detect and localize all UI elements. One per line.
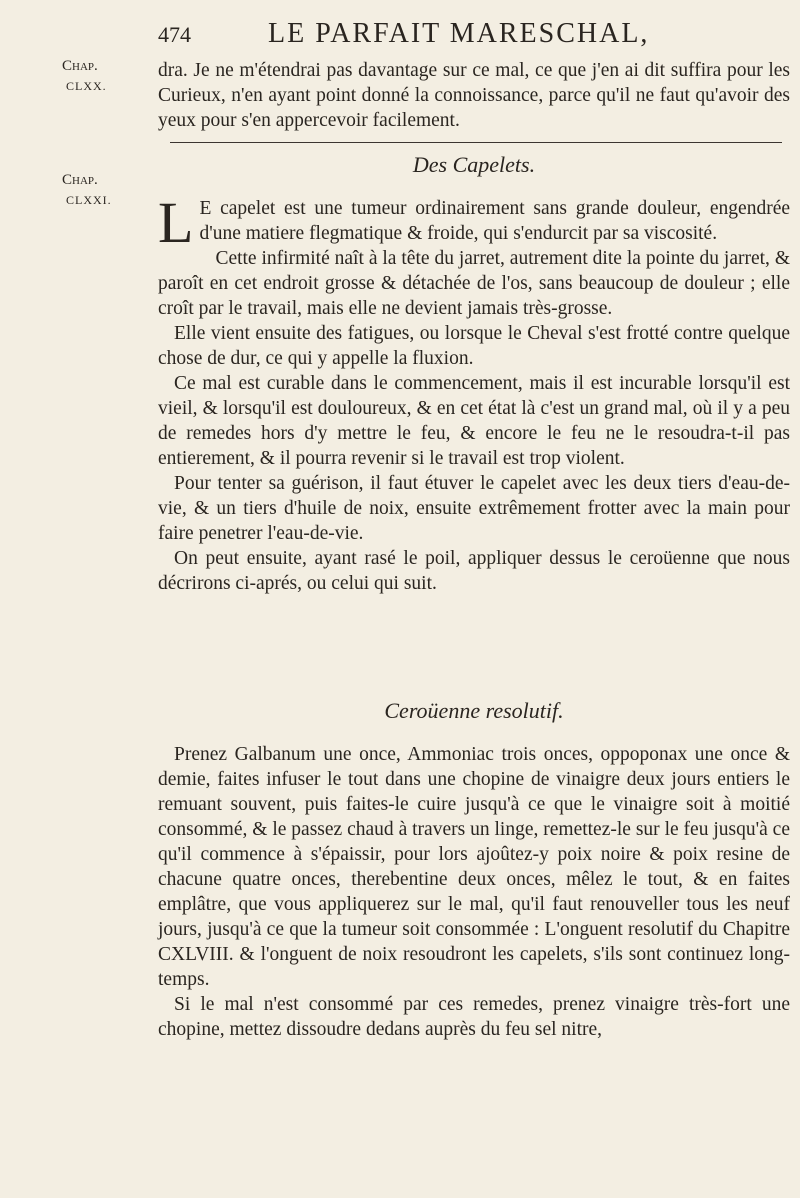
paragraph: Si le mal n'est consommé par ces remedes, prenez vinaigre très-fort une chopine, mettez dissoudre dedans auprès du feu sel nitre, [158,994,790,1040]
paragraph: Cette infirmité naît à la tête du jarret, autrement dite la pointe du jarret, & paroît en cet endroit grosse & détachée de l'os, sans beaucoup de douleur ; elle croît par le travail, mais elle ne devient jamais très-grosse. [158,248,790,319]
top-paragraph-block [158,58,790,133]
paragraph [158,190,790,255]
paragraph: Ce mal est curable dans le commencement, mais il est incurable lorsqu'il est vieil, & lorsqu'il est douloureux, & en cet état là c'est un grand mal, où il y a peu de remedes hors d'y mettre le feu, & encore le feu ne le resoudra-t-il pas entierement, & il pourra revenir si le travail est trop violent. [158,373,790,469]
margin-note-number: CLXXI. [66,193,112,207]
margin-note-number: CLXX. [66,79,107,93]
section-capelets-body [158,190,790,596]
drop-cap: L [158,190,194,255]
page-number: 474 [158,22,191,47]
section-divider [170,142,782,143]
margin-note-chapter-171 [62,170,112,210]
paragraph-text: E capelet est une tumeur ordinairement sans grande douleur, engendrée d'une matiere flegmatique & froide, qui s'endurcit par sa viscosité. [199,198,790,244]
margin-note-chapter-170 [62,56,107,96]
paragraph: Elle vient ensuite des fatigues, ou lorsque le Cheval s'est frotté contre quelque chose de dur, ce qui y appelle la fluxion. [158,323,790,369]
paragraph: Prenez Galbanum une once, Ammoniac trois onces, oppoponax une once & demie, faites infuser le tout dans une chopine de vinaigre deux jours entiers le remuant souvent, puis faites-le cuire jusqu'à ce que le vinaigre soit à moitié consommé, & le passez chaud à travers un linge, remettez-le sur le feu jusqu'à ce qu'il commence à s'épaissir, pour lors ajoûtez-y poix noire & poix resine de chacune quatre onces, therebentine deux onces, mêlez le tout, & en faites emplâtre, que vous appliquerez sur le mal, qu'il faut renouveller tous les neuf jours, jusqu'à ce que la tumeur soit consommée : L'onguent resolutif du Chapitre CXLVIII. & l'onguent de noix resoudront les capelets, s'ils sont continuez long-temps. [158,744,790,990]
paragraph: dra. Je ne m'étendrai pas davantage sur ce mal, ce que j'en ai dit suffira pour les Curieux, n'en ayant point donné la connoissance, parce qu'il ne faut qu'avoir des yeux pour s'en appercevoir facilement. [158,60,790,131]
section-title-ceroueenne: Ceroüenne resolutif. [384,698,564,723]
section-title-capelets: Des Capelets. [412,152,536,177]
page-header [158,18,790,52]
paragraph: On peut ensuite, ayant rasé le poil, appliquer dessus le ceroüenne que nous décrirons ci-aprés, ou celui qui suit. [158,548,790,594]
paragraph: Pour tenter sa guérison, il faut étuver le capelet avec les deux tiers d'eau-de-vie, & un tiers d'huile de noix, ensuite extrêmement frotter avec la main pour faire penetrer l'eau-de-vie. [158,473,790,544]
margin-note-label: Chap. [62,58,98,74]
section-ceroueenne-body [158,742,790,1042]
margin-note-label: Chap. [62,172,98,188]
running-title: LE PARFAIT MARESCHAL, [268,18,650,49]
